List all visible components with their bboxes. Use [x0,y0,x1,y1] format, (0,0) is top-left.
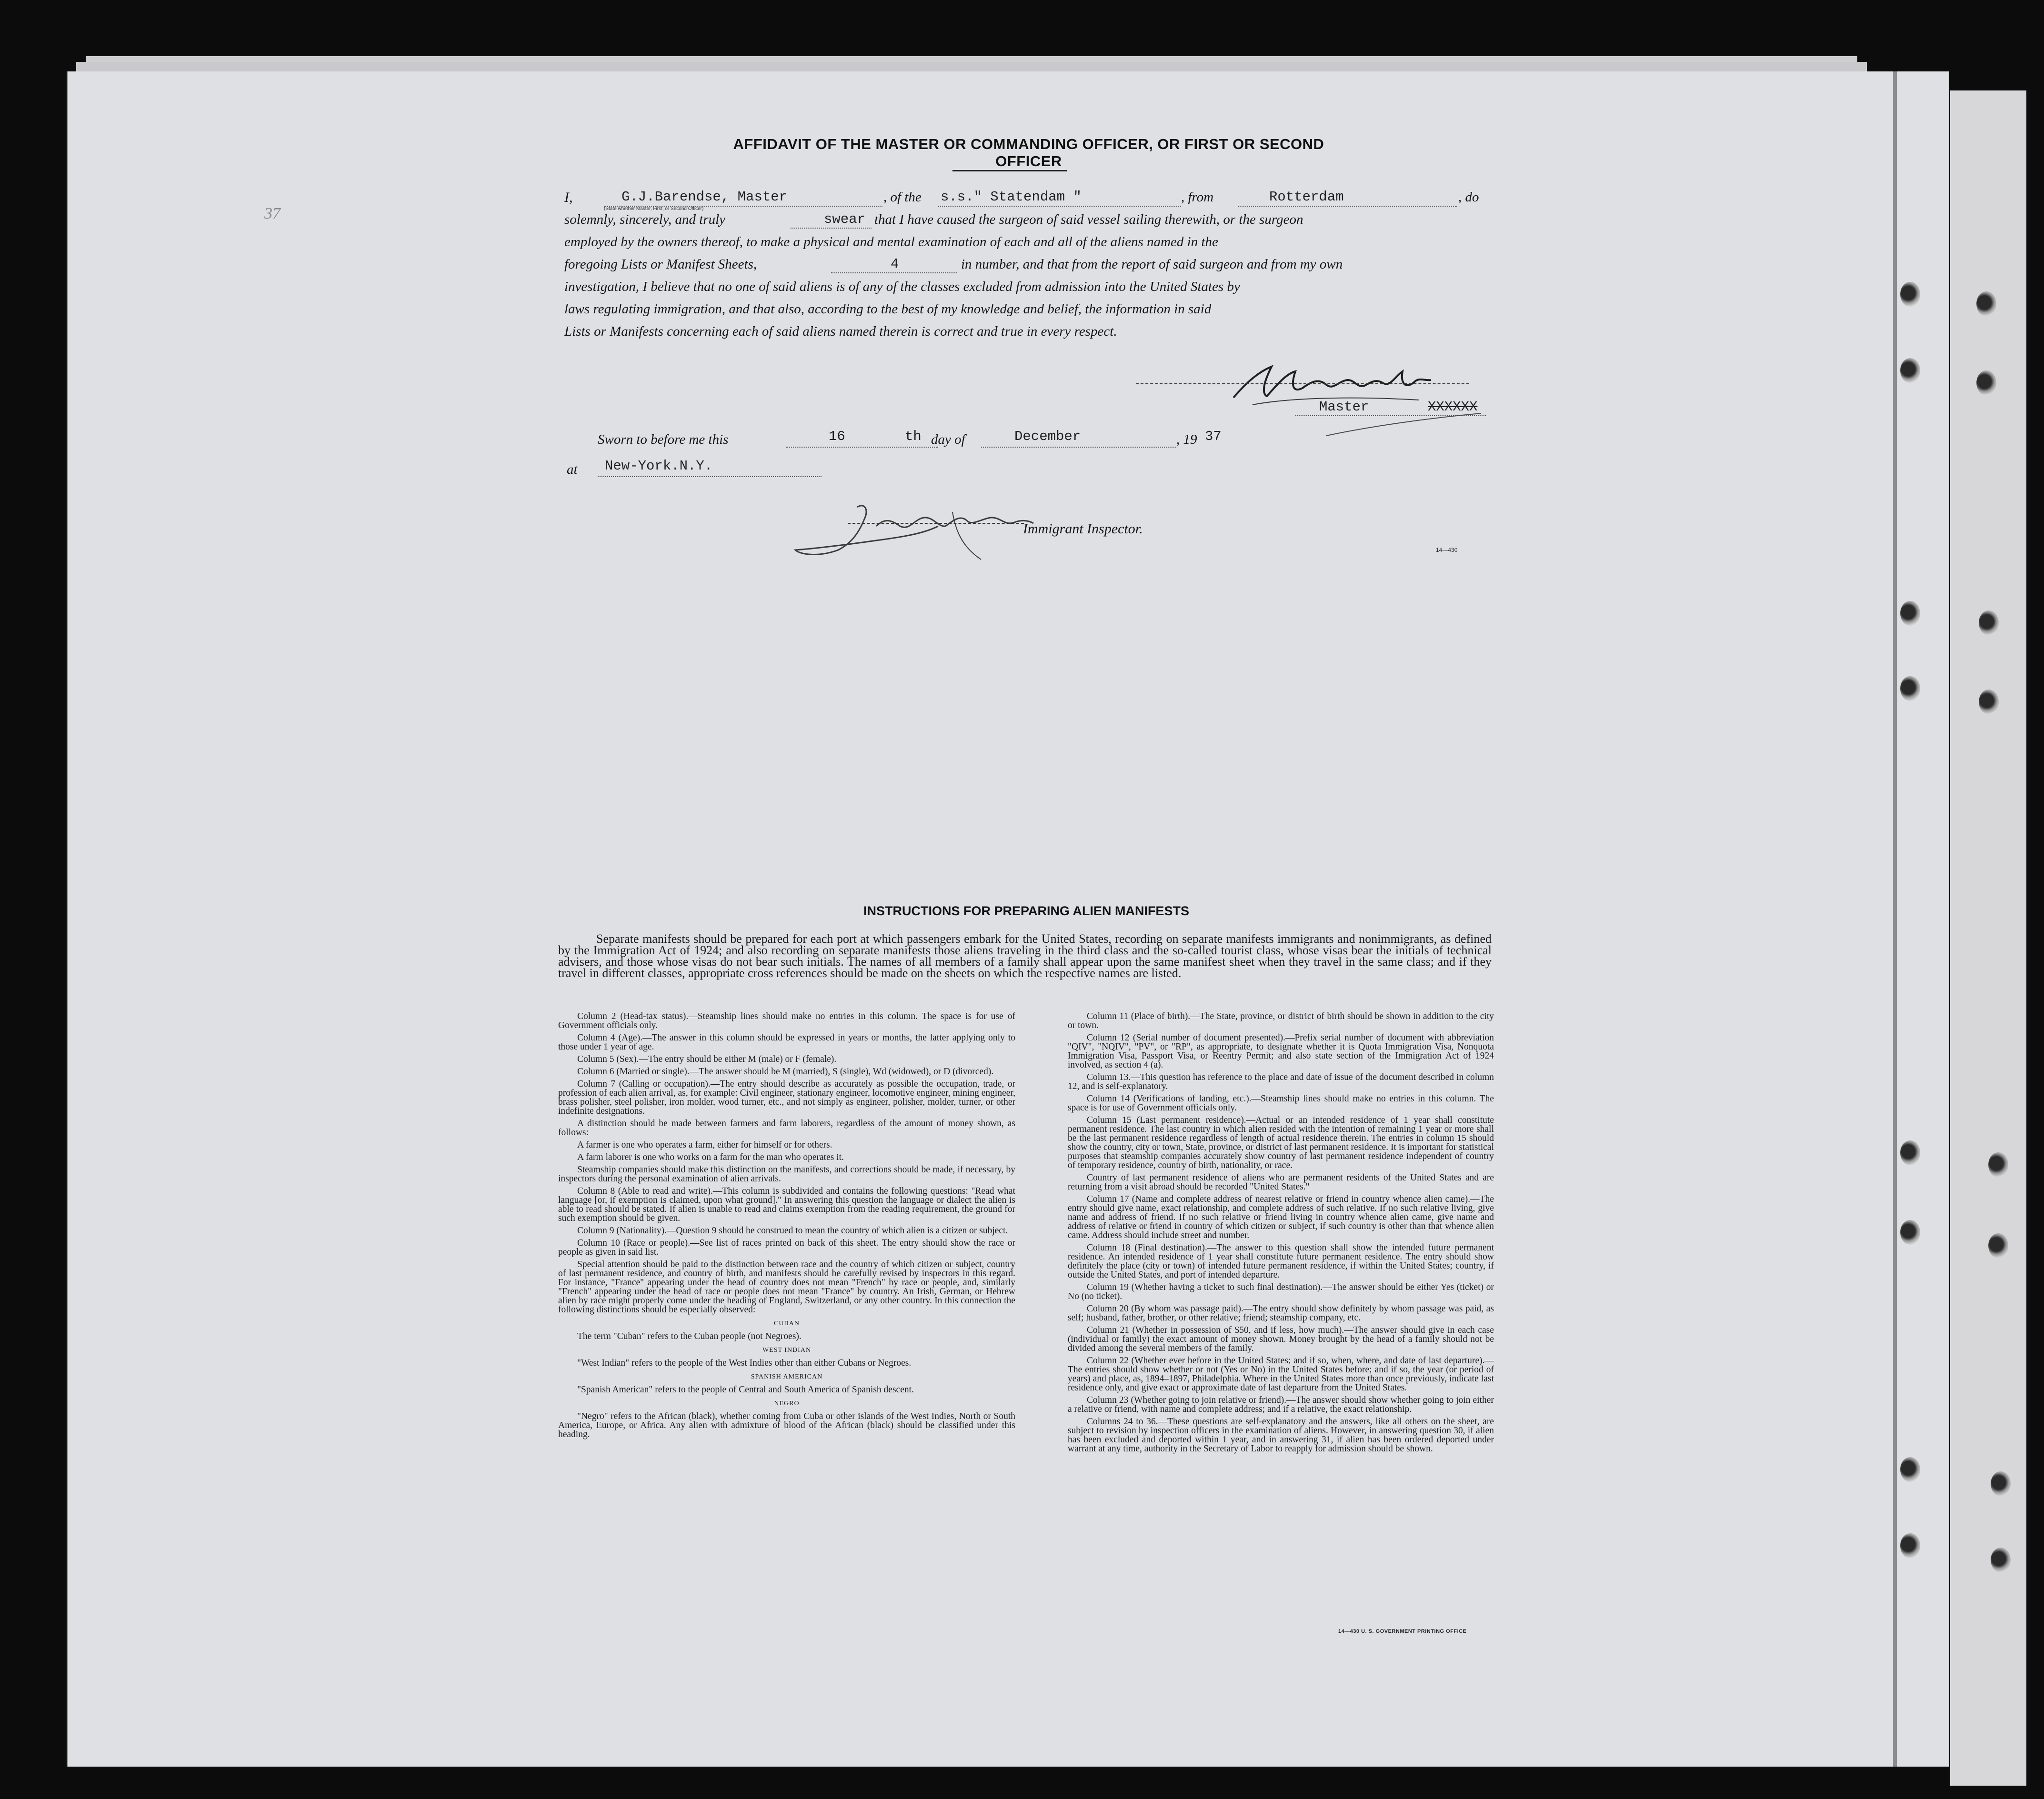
affidavit-line-3: employed by the owners thereof, to make a physical and mental examination of each and all of the aliens named in the [564,234,1218,250]
instructions-right-column [1068,1012,1494,1457]
departure-port: Rotterdam [1269,189,1344,205]
column-5-note: Column 5 (Sex).—The entry should be either M (male) or F (female). [577,1054,837,1064]
punch-hole [1979,610,1999,635]
steamship-distinction-note: Steamship companies should make this distinction on the manifests, and corrections should be made, if necessary, by inspectors during the personal examination of alien arrivals. [558,1165,1015,1184]
of-the-label: , of the [883,190,922,205]
affidavit-line-4b: in number, and that from the report of said surgeon and from my own [961,257,1343,272]
year-prefix: , 19 [1176,432,1197,447]
affidavit-line-7: Lists or Manifests concerning each of said aliens named therein is correct and true in every respect. [564,324,1117,339]
farmer-definition: A farmer is one who operates a farm, either for himself or for others. [577,1140,832,1150]
columns-24-36-note: Columns 24 to 36.—These questions are self-explanatory and the answers, like all others on the sheet, are subject to revision by inspection officers in the examination of aliens. However, in answering question 30, if alien has been excluded and deported within 1 year, and in answering 31, if alien has been ordered deported under warrant at any time, authority in the Secretary of Labor to reapply for admission should be shown. [1068,1417,1494,1454]
vessel-name-line [938,206,1181,207]
column-12-note: Column 12 (Serial number of document presented).—Prefix serial number of document with abbreviation "QIV", "NQIV", "PV", or "RP", as appropriate, to designate whether it is Quota Immigration Visa, Nonquota Immigration Visa, Passport Visa, or Reentry Permit; and also state section of the Immigration Act of 1924 involved, as section 4 (a). [1068,1033,1494,1070]
punch-hole [1900,676,1920,701]
punch-hole [1900,601,1920,626]
sworn-label: Sworn to before me this [598,432,729,447]
officer-name: G.J.Barendse, Master [621,189,788,205]
column-10-note: Column 10 (Race or people).—See list of races printed on back of this sheet. The entry should show the race or people as given in said list. [558,1238,1015,1257]
title-rule [952,170,1067,171]
margin-mark: 37 [264,205,281,222]
spanish-american-heading: SPANISH AMERICAN [751,1373,823,1380]
column-20-note: Column 20 (By whom was passage paid).—The entry should show definitely by whom passage was paid, as self; husband, father, brother, or other relative; friend; steamship company, etc. [1068,1304,1494,1323]
column-17-note: Column 17 (Name and complete address of nearest relative or friend in country whence alien came).—The entry should give name, exact relationship, and complete address of such relative. If no such relative living, give name and address of friend. If no such relative or friend living in country whence alien came, give name and address of relative or friend in country of which citizen or subject, if such country is other than that whence alien came. Address should include street and number. [1068,1194,1494,1240]
punch-hole [1900,282,1920,307]
year-suffix: 37 [1205,429,1222,444]
spanish-american-definition: "Spanish American" refers to the people of Central and South America of Spanish descent. [577,1385,914,1395]
do-label: , do [1458,190,1479,205]
oath-word: swear [824,211,866,227]
pen-stroke [1324,410,1486,438]
column-4-note: Column 4 (Age).—The answer in this column should be expressed in years or months, the latter applying only to those under 1 year of age. [558,1033,1015,1052]
sworn-day-line [786,447,938,448]
punch-hole [1988,1152,2008,1177]
farm-laborer-definition: A farm laborer is one who works on a farm for the man who operates it. [577,1152,844,1162]
farmer-distinction-note: A distinction should be made between farmers and farm laborers, regardless of the amount of money shown, as follows: [558,1119,1015,1138]
column-13-note: Column 13.—This question has reference to the place and date of issue of the document described in column 12, and is self-explanatory. [1068,1072,1494,1091]
pronoun-i: I, [564,190,573,205]
column-9-note: Column 9 (Nationality).—Question 9 should be construed to mean the country of which alien is a citizen or subject. [577,1226,1008,1236]
instructions-title: INSTRUCTIONS FOR PREPARING ALIEN MANIFESTS [863,904,1190,918]
master-signature-line [1136,383,1469,384]
punch-hole [1976,291,1996,316]
day-of-label: day of [931,432,965,447]
punch-hole [1991,1471,2011,1496]
instructions-left-column [558,1012,1015,1442]
cuban-definition: The term "Cuban" refers to the Cuban people (not Negroes). [577,1331,802,1341]
column-2-note: Column 2 (Head-tax status).—Steamship lines should make no entries in this column. The space is for use of Government officials only. [558,1011,1015,1030]
column-8-note: Column 8 (Able to read and write).—This column is subdivided and contains the following questions: "Read what language [or, if exemption is claimed, upon what ground]." In answering this question the language or dialect the alien is able to read should be stated. If alien is unable to read and claims exemption from the reading requirement, the ground for such exemption should be given. [558,1186,1015,1223]
column-15-note: Column 15 (Last permanent residence).—Actual or an intended residence of 1 year shall constitute permanent residence. The last country in which alien resided with the intention of remaining 1 year or more shall be the last permanent residence regardless of length of actual residence therein. The entries in column 15 should show the country, city or town, State, province, or district of last permanent residence. It is important for statistical purposes that steamship companies accurately show country of last permanent residence independent of country of temporary residence, country of birth, nationality, or race. [1068,1115,1494,1170]
west-indian-heading: WEST INDIAN [762,1347,812,1354]
column-11-note: Column 11 (Place of birth).—The State, province, or district of birth should be shown in addition to the city or town. [1068,1011,1494,1030]
negro-heading: NEGRO [774,1400,800,1407]
affidavit-line-5: investigation, I believe that no one of said aliens is of any of the classes excluded from admission into the United States by [564,279,1240,294]
inspector-label: Immigrant Inspector. [1023,521,1143,537]
sworn-month-line [981,447,1176,448]
next-page-strip [1950,90,2026,1786]
at-label: at [567,462,578,477]
sworn-place-line [598,476,822,477]
sworn-day-suffix: th [905,429,922,444]
form-number: 14—430 [1436,547,1458,553]
from-label: , from [1181,190,1214,205]
cuban-heading: CUBAN [773,1320,800,1327]
negro-definition: "Negro" refers to the African (black), whether coming from Cuba or other islands of the West Indies, North or South America, Europe, or Africa. Any alien with admixture of blood of the African (black) should be classified under this heading. [558,1411,1015,1439]
punch-hole [1976,370,1996,395]
punch-hole [1991,1548,2011,1572]
punch-hole [1988,1233,2008,1258]
punch-hole [1900,1140,1920,1165]
affidavit-title: AFFIDAVIT OF THE MASTER OR COMMANDING OFFICER, OR FIRST OR SECOND OFFICER [733,136,1324,170]
departure-port-line [1238,206,1457,207]
affidavit-line-2a: solemnly, sincerely, and truly [564,212,726,227]
column-22-note: Column 22 (Whether ever before in the United States; and if so, when, where, and date of last departure).—The entries should show whether or not (Yes or No) in the United States before; and if so, the year (or period of years) and place, as, 1894–1897, Philadelphia. Where in the United States more than once previously, indicate last residence only, and give exact or approximate date of last departure from the United States. [1068,1356,1494,1393]
column-6-note: Column 6 (Married or single).—The answer should be M (married), S (single), Wd (widowed), or D (divorced). [577,1067,994,1077]
sheet-count: 4 [891,256,899,272]
column-19-note: Column 19 (Whether having a ticket to such final destination).—The answer should be either Yes (ticket) or No (no ticket). [1068,1282,1494,1301]
column-18-note: Column 18 (Final destination).—The answer to this question shall show the intended future permanent residence. An intended residence of 1 year shall constitute future permanent residence. The entry should show definitely the place (city or town) of intended future permanent residence, if within the United States; country, if outside the United States, and port of intended departure. [1068,1243,1494,1280]
column-21-note: Column 21 (Whether in possession of $50, and if less, how much).—The answer should give in each case (individual or family) the exact amount of money shown. Money brought by the head of a family should not be divided among the several members of the family. [1068,1325,1494,1353]
instructions-intro: Separate manifests should be prepared for each port at which passengers embark for the United States, recording on separate manifests immigrants and nonimmigrants, as defined by the Immigration Act of 1924; and also recording on separate manifests those aliens traveling in the third class and the so-called tourist class, whose visas bear the initials of technical advisers, and those whose visas do not bear such initials. The names of all members of a family shall appear upon the same manifest sheet when they travel in the same class; and if they travel in different classes, appropriate cross references should be made on the sheets on which the respective names are listed. [558,932,1492,980]
column-23-note: Column 23 (Whether going to join relative or friend).—The answer should show whether going to join either a relative or friend, with name and complete address; and if a relative, the exact relationship. [1068,1395,1494,1414]
punch-hole [1979,690,1999,714]
affidavit-line-6: laws regulating immigration, and that also, according to the best of my knowledge and belief, the information in said [564,301,1212,317]
affidavit-line-1 [564,190,573,206]
sworn-place: New-York.N.Y. [605,458,713,474]
punch-hole [1900,1457,1920,1482]
column-14-note: Column 14 (Verifications of landing, etc.).—Steamship lines should make no entries in this column. The space is for use of Government officials only. [1068,1094,1494,1113]
affidavit-line-4a: foregoing Lists or Manifest Sheets, [564,257,757,272]
sheet-count-line [831,272,957,273]
page-fold [1893,71,1897,1767]
punch-hole [1900,1220,1920,1245]
sworn-month: December [1014,429,1081,444]
west-indian-definition: "West Indian" refers to the people of the West Indies other than either Cubans or Negroes. [577,1358,912,1368]
struck-title: XXXXXX [1428,399,1478,415]
officer-rank-note: (State whether Master, First, or Second Officer) [604,206,704,211]
affidavit-line-2b: that I have caused the surgeon of said vessel sailing therewith, or the surgeon [874,212,1303,227]
oath-line [791,228,872,229]
residence-us-note: Country of last permanent residence of aliens who are permanent residents of the United States and are returning from a visit abroad should be recorded "United States." [1068,1173,1494,1192]
inspector-signature-line [848,523,1024,524]
master-label: Master [1319,399,1369,415]
punch-hole [1900,1533,1920,1558]
punch-hole [1900,358,1920,383]
race-country-note: Special attention should be paid to the distinction between race and the country of which citizen or subject, country of last permanent residence, and country of birth, and manifests should be carefully revised by inspectors in this regard. For instance, "France" appearing under the head of country does not mean "French" by race or people, and, similarly "French" appearing under the head of race or people does not mean "France" by country. An Irish, German, or Hebrew alien by race might properly come under the heading of England, Switzerland, or any other country. In this connection the following distinctions should be especially observed: [558,1259,1015,1315]
column-7-note: Column 7 (Calling or occupation).—The entry should describe as accurately as possible the occupation, trade, or profession of each alien arrival, as, for example: Civil engineer, stationary engineer, locomotive engineer, mining engineer, brass polisher, steel polisher, iron molder, wood turner, etc., and not simply as engineer, polisher, molder, turner, or other indefinite designations. [558,1079,1015,1116]
vessel-name: s.s." Statendam " [941,189,1082,205]
printing-office-code: 14—430 U. S. GOVERNMENT PRINTING OFFICE [1338,1629,1467,1634]
sworn-day: 16 [829,429,845,444]
